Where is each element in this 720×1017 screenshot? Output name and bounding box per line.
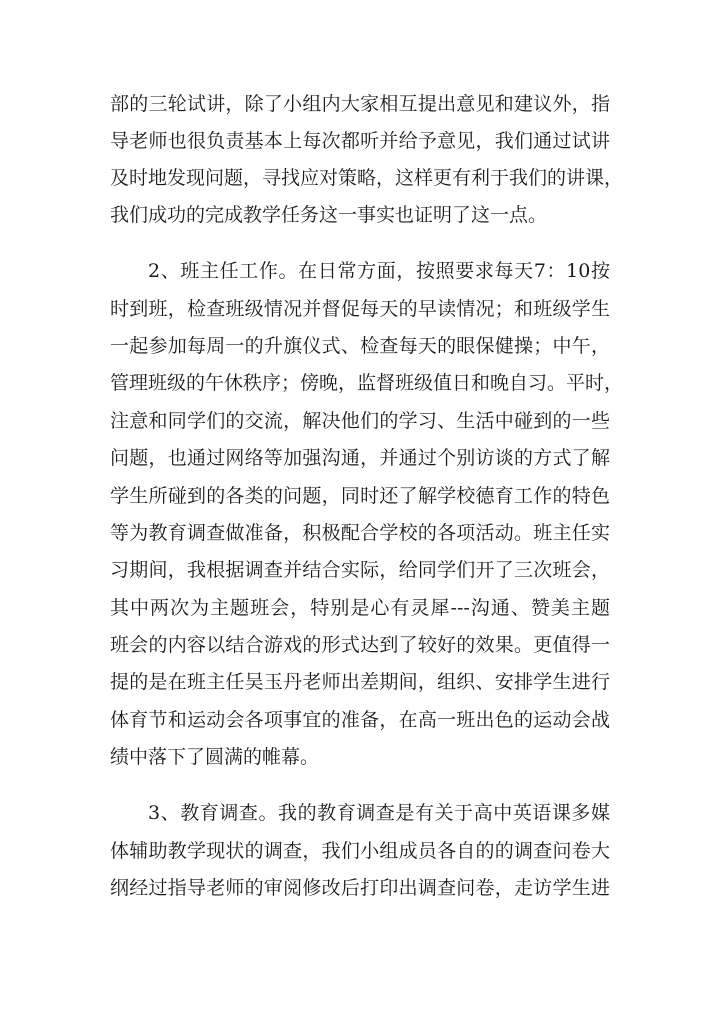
text-line: 提的是在班主任吴玉丹老师出差期间，组织、安排学生进行 bbox=[110, 671, 610, 693]
text-line: 部的三轮试讲，除了小组内大家相互提出意见和建议外，指 bbox=[110, 93, 610, 115]
text-line: 3、教育调查。我的教育调查是有关于高中英语课多媒 bbox=[148, 802, 610, 824]
text-line: 习期间，我根据调查并结合实际，给同学们开了三次班会， bbox=[110, 559, 610, 581]
text-line: 等为教育调查做准备，积极配合学校的各项活动。班主任实 bbox=[110, 522, 610, 544]
text-line: 学生所碰到的各类的问题，同时还了解学校德育工作的特色 bbox=[110, 485, 610, 507]
text-line: 及时地发现问题，寻找应对策略，这样更有利于我们的讲课， bbox=[110, 167, 624, 189]
text-line: 问题，也通过网络等加强沟通，并通过个别访谈的方式了解 bbox=[110, 447, 610, 469]
text-line: 管理班级的午休秩序；傍晚，监督班级值日和晚自习。平时， bbox=[110, 372, 624, 394]
text-line: 班会的内容以结合游戏的形式达到了较好的效果。更值得一 bbox=[110, 634, 610, 656]
text-line: 绩中落下了圆满的帷幕。 bbox=[110, 746, 320, 768]
text-line: 一起参加每周一的升旗仪式、检查每天的眼保健操；中午， bbox=[110, 335, 610, 357]
text-line: 纲经过指导老师的审阅修改后打印出调查问卷，走访学生进 bbox=[110, 877, 610, 899]
text-line: 注意和同学们的交流，解决他们的学习、生活中碰到的一些 bbox=[110, 410, 610, 432]
text-line: 体辅助教学现状的调查，我们小组成员各自的的调查问卷大 bbox=[110, 840, 610, 862]
text-line: 其中两次为主题班会，特别是心有灵犀---沟通、赞美主题 bbox=[110, 597, 610, 619]
text-line: 体育节和运动会各项事宜的准备，在高一班出色的运动会战 bbox=[110, 709, 610, 731]
text-line: 我们成功的完成教学任务这一事实也证明了这一点。 bbox=[110, 204, 548, 226]
text-line: 导老师也很负责基本上每次都听并给予意见，我们通过试讲 bbox=[110, 130, 610, 152]
text-line: 2、班主任工作。在日常方面，按照要求每天7：10按 bbox=[148, 260, 610, 282]
text-line: 时到班，检查班级情况并督促每天的早读情况；和班级学生 bbox=[110, 298, 610, 320]
